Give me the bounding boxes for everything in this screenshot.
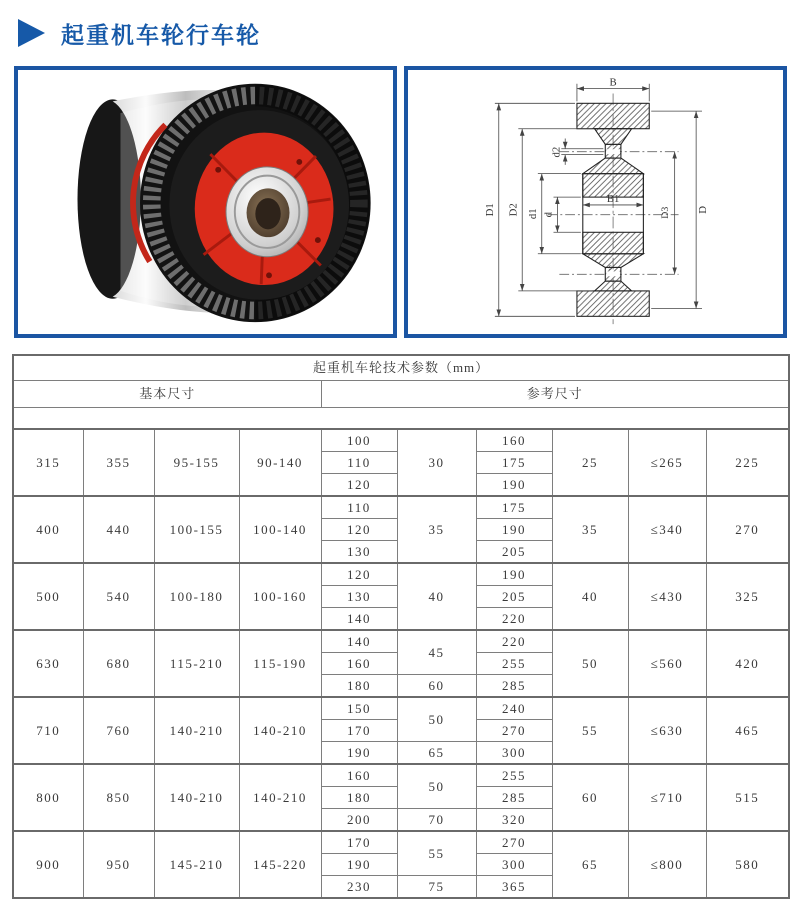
spec-cell: 120 [321,474,397,497]
spec-cell: 325 [706,563,789,630]
spec-cell: 270 [476,720,552,742]
spec-cell: ≤265 [628,429,706,496]
spec-cell: 285 [476,787,552,809]
spec-cell: 110 [321,496,397,519]
spec-cell: 30 [397,429,476,496]
technical-drawing-frame [404,66,787,338]
spec-cell: 160 [321,764,397,787]
spec-cell: 35 [552,496,628,563]
spec-cell: 55 [552,697,628,764]
spec-cell: 710 [13,697,83,764]
spec-cell: 580 [706,831,789,898]
spec-cell: 205 [476,541,552,564]
spec-cell: 515 [706,764,789,831]
spec-cell: 115-210 [154,630,239,697]
spec-cell: 170 [321,720,397,742]
spacer-row [13,408,789,430]
spec-cell: 320 [476,809,552,832]
page-header [0,0,800,66]
spec-cell: 100-155 [154,496,239,563]
spec-cell: 100-180 [154,563,239,630]
spec-cell: 170 [321,831,397,854]
arrow-bullet-icon [18,19,45,47]
spec-cell: 90-140 [239,429,321,496]
spec-cell: 200 [321,809,397,832]
spec-cell: 315 [13,429,83,496]
spec-cell: 50 [552,630,628,697]
dim-label-D: D [696,205,709,214]
spec-cell: 140 [321,608,397,631]
spec-cell: 180 [321,675,397,698]
dim-label-D3: D3 [659,206,671,219]
dim-label-d: d [542,212,555,218]
spec-cell: 190 [476,519,552,541]
spec-cell: 100-160 [239,563,321,630]
spec-cell: 255 [476,653,552,675]
spec-cell: 45 [397,630,476,675]
spec-cell: ≤710 [628,764,706,831]
spec-cell: ≤560 [628,630,706,697]
spec-cell: 285 [476,675,552,698]
dim-label-d1: d1 [526,208,539,220]
spec-cell: 240 [476,697,552,720]
spec-cell: 25 [552,429,628,496]
spec-cell: 130 [321,541,397,564]
dim-label-D1: D1 [483,203,496,217]
spec-cell: 680 [83,630,154,697]
dim-label-B: B [609,76,617,89]
spec-cell: 110 [321,452,397,474]
spec-cell: 140-210 [239,697,321,764]
spec-cell: 270 [706,496,789,563]
spec-cell: 950 [83,831,154,898]
spec-cell: 40 [552,563,628,630]
spec-cell: 365 [476,876,552,899]
page-title: 起重机车轮行车轮 [61,21,261,48]
table-title: 起重机车轮技术参数（mm） [13,355,789,381]
spec-cell: 65 [397,742,476,765]
wheel-photo [22,74,389,330]
spec-cell: 100 [321,429,397,452]
dim-label-B1: B1 [606,193,620,205]
dim-label-D2: D2 [507,203,520,217]
spec-cell: 440 [83,496,154,563]
spec-cell: 145-210 [154,831,239,898]
spec-cell: 400 [13,496,83,563]
spec-cell: 115-190 [239,630,321,697]
spec-cell: 180 [321,787,397,809]
spec-cell: 500 [13,563,83,630]
spec-cell: 150 [321,697,397,720]
spec-cell: 225 [706,429,789,496]
spec-cell: 70 [397,809,476,832]
spec-cell: 270 [476,831,552,854]
spec-cell: 140 [321,630,397,653]
spec-cell: 540 [83,563,154,630]
spec-cell: 175 [476,452,552,474]
spec-cell: 60 [397,675,476,698]
spec-cell: 800 [13,764,83,831]
dim-label-s: s [608,261,612,272]
spec-cell: ≤800 [628,831,706,898]
spec-cell: 255 [476,764,552,787]
spec-cell: 140-210 [239,764,321,831]
spec-cell: 50 [397,697,476,742]
spec-cell: 220 [476,608,552,631]
spec-cell: 160 [476,429,552,452]
spec-cell: 35 [397,496,476,563]
spec-cell: 55 [397,831,476,876]
spec-cell: 50 [397,764,476,809]
spec-cell: 75 [397,876,476,899]
spec-cell: 205 [476,586,552,608]
spec-cell: 190 [476,474,552,497]
spec-cell: 140-210 [154,697,239,764]
reference-dimensions-header: 参考尺寸 [321,381,789,408]
spec-cell: 190 [321,854,397,876]
spec-cell: 95-155 [154,429,239,496]
spec-cell: 145-220 [239,831,321,898]
spec-cell: 230 [321,876,397,899]
spec-cell: ≤630 [628,697,706,764]
spec-cell: 100-140 [239,496,321,563]
spec-cell: 120 [321,563,397,586]
spec-cell: 60 [552,764,628,831]
dim-label-d2: d2 [550,146,563,158]
spec-cell: 190 [321,742,397,765]
spec-cell: 465 [706,697,789,764]
spec-cell: 420 [706,630,789,697]
wheel-photo-frame [14,66,397,338]
spec-cell: 850 [83,764,154,831]
figure-row [14,66,787,338]
spec-table [12,354,790,899]
spec-cell: 130 [321,586,397,608]
spec-cell: 760 [83,697,154,764]
spec-cell: 300 [476,854,552,876]
spec-cell: 40 [397,563,476,630]
spec-cell: 190 [476,563,552,586]
technical-drawing [412,74,779,330]
spec-cell: 900 [13,831,83,898]
spec-cell: 355 [83,429,154,496]
spec-cell: ≤340 [628,496,706,563]
spec-cell: 175 [476,496,552,519]
spec-cell: 65 [552,831,628,898]
basic-dimensions-header: 基本尺寸 [13,381,321,408]
spec-cell: 120 [321,519,397,541]
spec-cell: ≤430 [628,563,706,630]
spec-cell: 160 [321,653,397,675]
spec-cell: 300 [476,742,552,765]
spec-cell: 220 [476,630,552,653]
spec-cell: 630 [13,630,83,697]
spec-cell: 140-210 [154,764,239,831]
